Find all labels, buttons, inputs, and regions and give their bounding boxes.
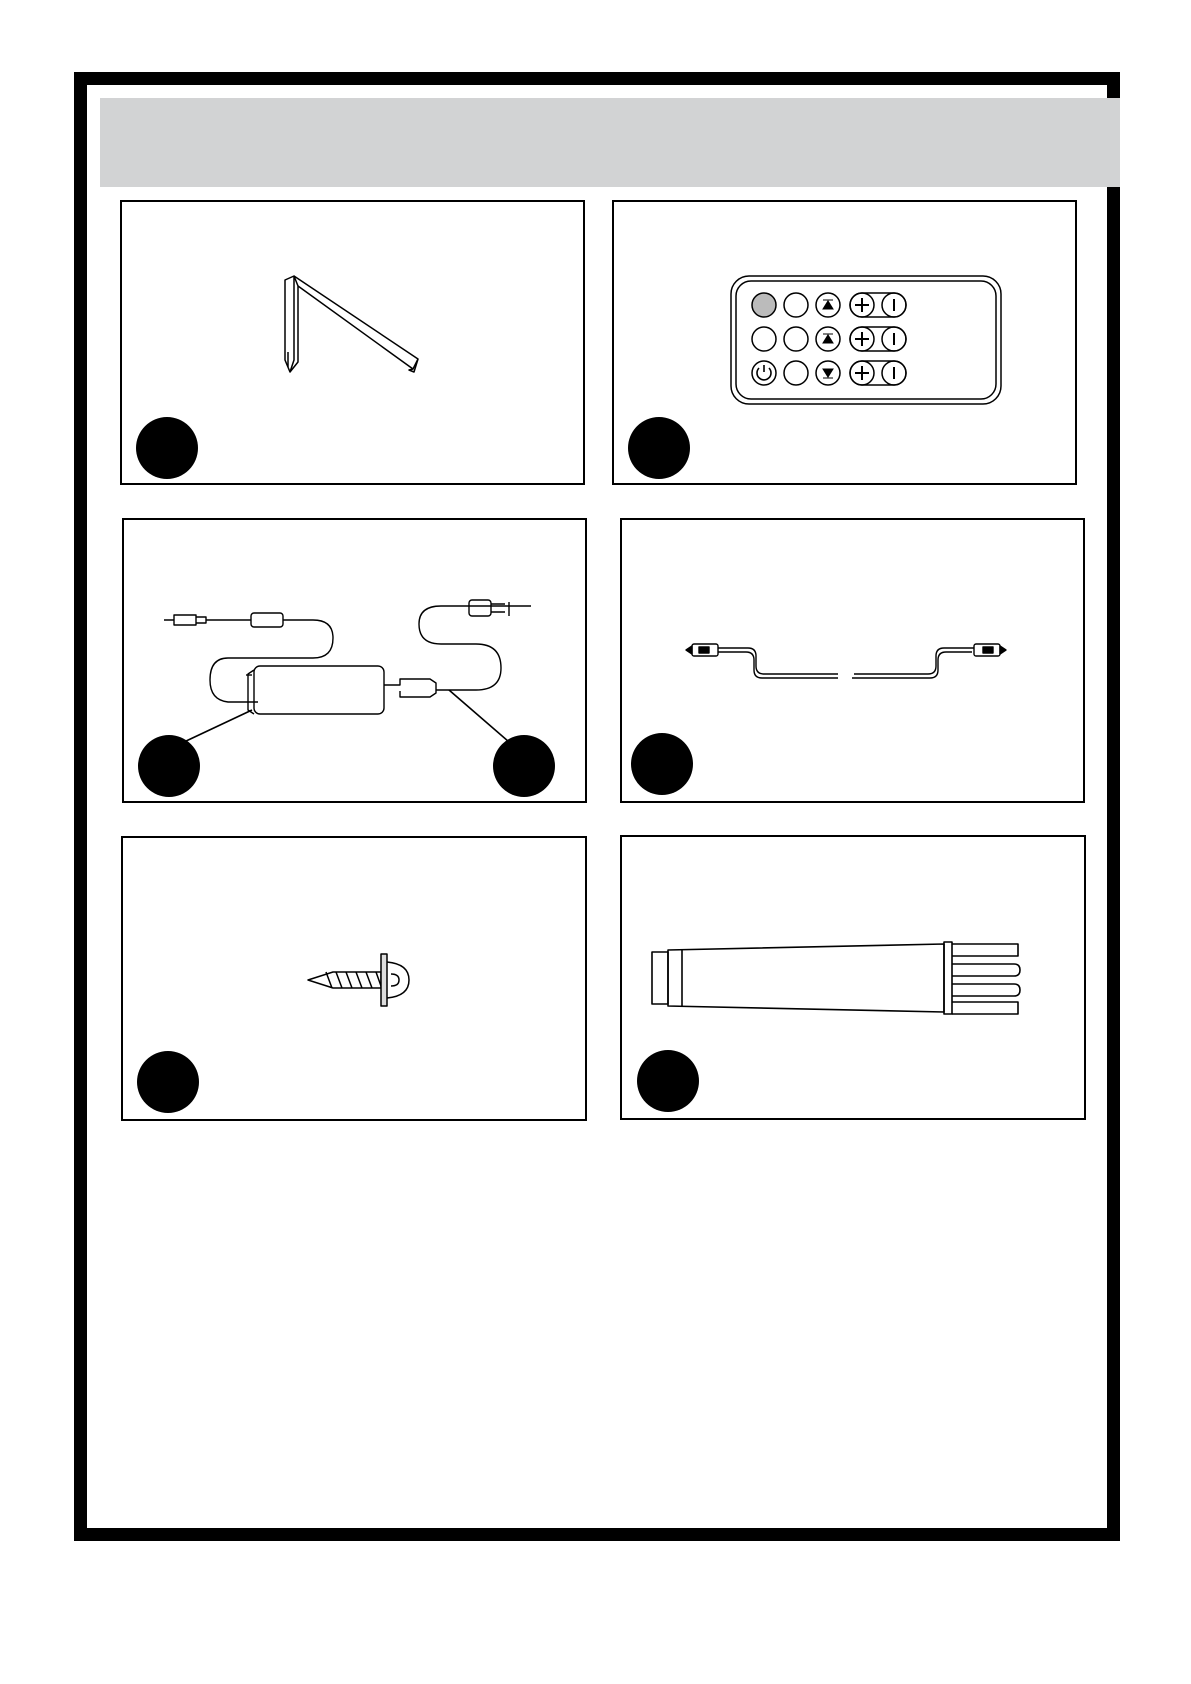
part-panel-leg: [620, 835, 1086, 1120]
part-number-badge: [628, 417, 690, 479]
part-panel-remote-control: [612, 200, 1077, 485]
header-band: [100, 98, 1120, 187]
part-panel-allen-key: [120, 200, 585, 485]
part-number-badge: [493, 735, 555, 797]
part-panel-screw: [121, 836, 587, 1121]
part-number-badge: [137, 1051, 199, 1113]
part-number-badge: [631, 733, 693, 795]
part-number-badge: [138, 735, 200, 797]
part-panel-optical-cable: [620, 518, 1085, 803]
part-panel-power-adapter: [122, 518, 587, 803]
part-number-badge: [637, 1050, 699, 1112]
part-number-badge: [136, 417, 198, 479]
